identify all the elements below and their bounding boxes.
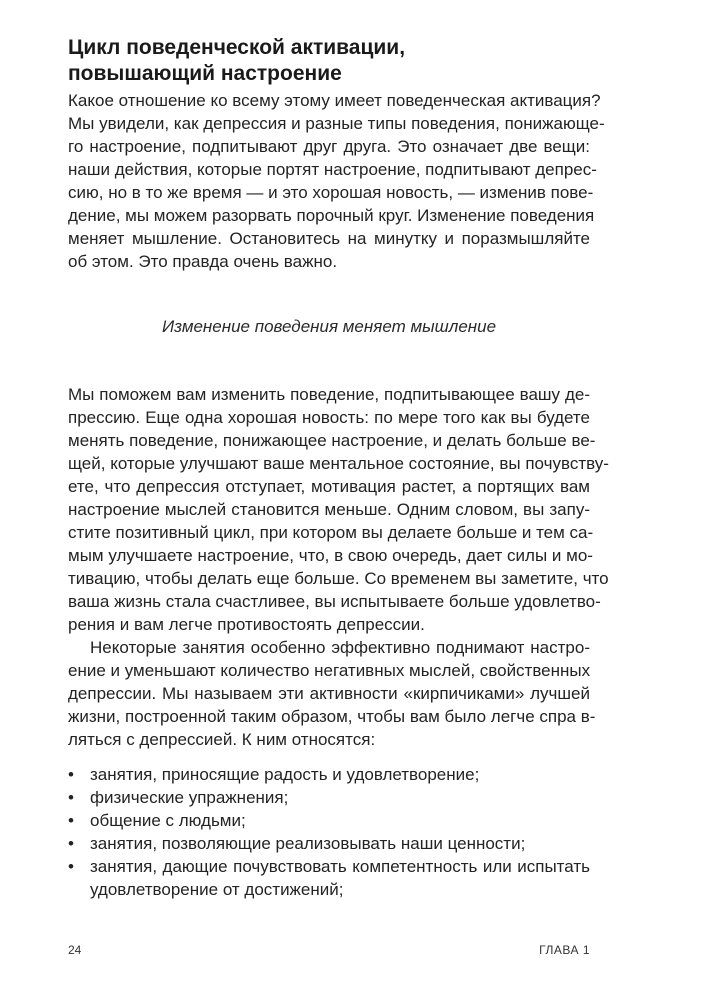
book-page	[68, 0, 609, 1000]
chapter-label: ГЛАВА 1	[539, 943, 590, 957]
heading-line: Цикл поведенческой активации,	[68, 36, 406, 59]
bullet-icon: •	[68, 857, 74, 876]
bullet-icon: •	[68, 834, 74, 853]
text-line: меняет мышление. Остановитесь на минутку и поразмышляйте	[68, 229, 590, 248]
text-line: об этом. Это правда очень важно.	[68, 252, 338, 271]
text-line: Некоторые занятия особенно эффективно поднимают настро-	[90, 638, 590, 657]
activities-list	[68, 763, 590, 901]
list-item-text: физические упражнения;	[90, 788, 289, 807]
list-item-text: занятия, приносящие радость и удовлетворение;	[90, 765, 480, 784]
text-line: менять поведение, понижающее настроение, и делать больше ве-	[68, 431, 596, 450]
text-line: ваша жизнь стала счастливее, вы испытываете больше удовлетво-	[68, 592, 601, 611]
section-heading	[68, 35, 590, 87]
paragraph-intro	[68, 89, 605, 273]
bullet-icon: •	[68, 788, 74, 807]
text-line: ляться с депрессией. К ним относятся:	[68, 730, 376, 749]
list-item-text: удовлетворение от достижений;	[90, 880, 344, 899]
bullet-icon: •	[68, 811, 74, 830]
text-line: тивацию, чтобы делать еще больше. Со временем вы заметите, что	[68, 569, 609, 588]
text-line: мым улучшаете настроение, что, в свою очередь, дает силы и мо-	[68, 546, 593, 565]
pull-quote: Изменение поведения меняет мышление	[161, 317, 497, 336]
text-line: наши действия, которые портят настроение, подпитывают депрес-	[68, 160, 597, 179]
text-line: сию, но в то же время — и это хорошая новость, — изменив пове-	[68, 183, 594, 202]
list-item-text: занятия, дающие почувствовать компетентность или испытать	[90, 857, 590, 876]
text-line: жизни, построенной таким образом, чтобы вам было легче спра в-	[68, 707, 596, 726]
text-line: Какое отношение ко всему этому имеет поведенческая активация?	[68, 91, 601, 110]
list-item	[68, 763, 590, 786]
page-number: 24	[68, 943, 82, 957]
list-item-text: общение с людьми;	[90, 811, 246, 830]
text-line: дение, мы можем разорвать порочный круг. Изменение поведения	[68, 206, 595, 225]
text-line: ете, что депрессия отступает, мотивация растет, а портящих вам	[68, 477, 590, 496]
paragraph-main	[68, 383, 609, 636]
text-line: прессию. Еще одна хорошая новость: по мере того как вы будете	[68, 408, 590, 427]
text-line: щей, которые улучшают ваше ментальное состояние, вы почувству-	[68, 454, 609, 473]
text-line: настроение мыслей становится меньше. Одним словом, вы запу-	[68, 500, 590, 519]
list-item-text: занятия, позволяющие реализовывать наши ценности;	[90, 834, 526, 853]
list-item	[68, 786, 590, 809]
text-line: Мы поможем вам изменить поведение, подпитывающее вашу де-	[68, 385, 590, 404]
paragraph-activities	[68, 636, 596, 751]
text-line: стите позитивный цикл, при котором вы делаете больше и тем са-	[68, 523, 594, 542]
list-item	[68, 832, 590, 855]
text-line: депрессии. Мы называем эти активности «кирпичиками» лучшей	[68, 684, 590, 703]
list-item	[68, 809, 590, 832]
list-item	[68, 855, 590, 901]
text-line: го настроение, подпитывают друг друга. Это означает две вещи:	[68, 137, 590, 156]
heading-line: повышающий настроение	[68, 62, 342, 85]
text-line: ение и уменьшают количество негативных мыслей, свойственных	[68, 661, 591, 680]
bullet-icon: •	[68, 765, 74, 784]
text-line: рения и вам легче противостоять депрессии.	[68, 615, 425, 634]
text-line: Мы увидели, как депрессия и разные типы поведения, понижающе-	[68, 114, 605, 133]
